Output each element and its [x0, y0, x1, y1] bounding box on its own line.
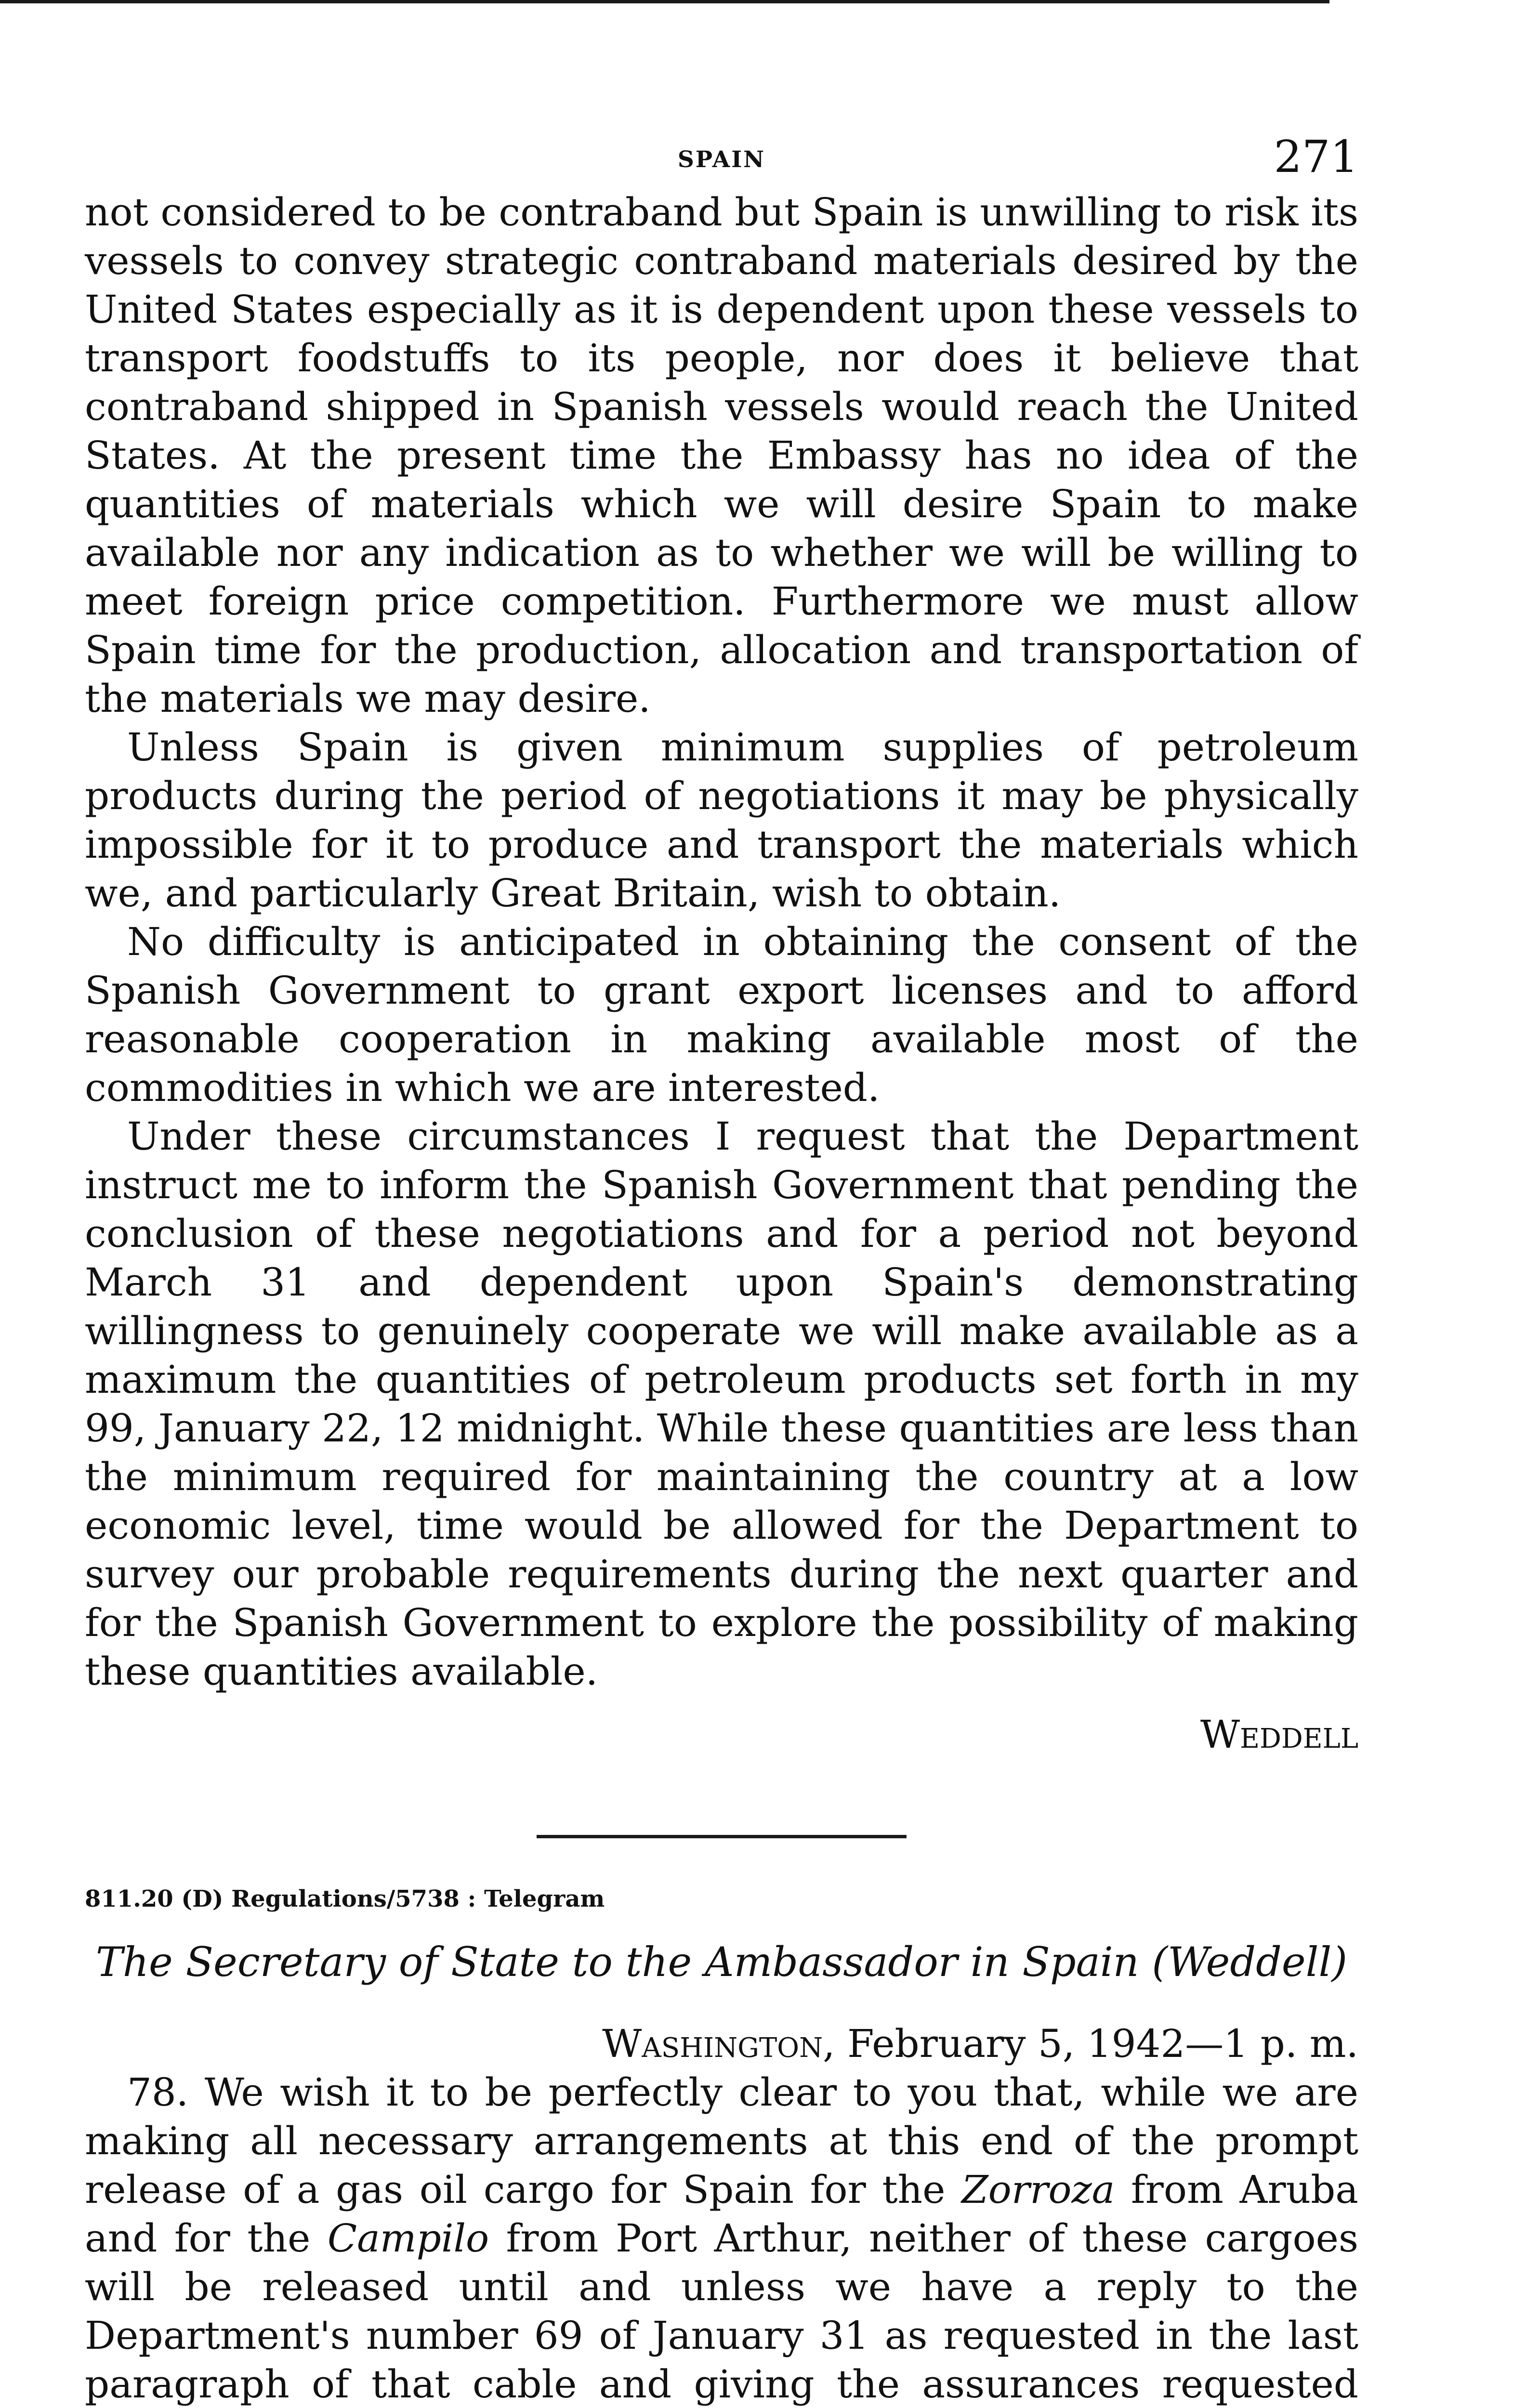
- document-title: The Secretary of State to the Ambassador in Spain (Weddell): [95, 1938, 1348, 1986]
- running-head: [85, 130, 1358, 188]
- file-reference: 811.20 (D) Regulations/5738 : Telegram: [85, 1885, 605, 1912]
- page: [85, 130, 1358, 2408]
- ship-name: Campilo: [327, 2216, 489, 2261]
- ship-name: Zorroza: [961, 2167, 1115, 2212]
- body-text: from Port Arthur, neither of these cargoes will be released until and unless we have a reply to the Department's number 69 of January 31 as requested in the last paragraph of that cable and giving the assurances requested: [85, 2216, 1359, 2407]
- signature-weddell: Weddell: [1200, 1712, 1358, 1757]
- paragraph: Unless Spain is given minimum supplies of petroleum products during the period of negotiations it may be physically impossible for it to produce and transport the materials which we, and particularly Great Britain, wish to obtain.: [85, 725, 1358, 916]
- paragraph: not considered to be contraband but Spain is unwilling to risk its vessels to convey strategic contraband materials desired by the United States especially as it is dependent upon these vessels to transport foodstuffs to its people, nor does it believe that contraband shipped in Spanish vessels would reach the United States. At the present time the Embassy has no idea of the quantities of materials which we will desire Spain to make available nor any indication as to whether we will be willing to meet foreign price competition. Furthermore we must allow Spain time for the production, allocation and transportation of the materials we may desire.: [85, 190, 1358, 721]
- dateline-place: Washington: [602, 2021, 823, 2066]
- running-title: SPAIN: [677, 146, 766, 173]
- paragraph: [85, 2068, 1358, 2408]
- paragraph: No difficulty is anticipated in obtaining the consent of the Spanish Government to grant export licenses and to afford reasonable cooperation in making available most of the commodities in which we are interested.: [85, 919, 1358, 1110]
- body-text: 78. We wish it to be perfectly clear to you that, while we are making all necessary arrangements at this end of the prompt release of a gas oil cargo for Spain for the: [85, 2070, 1358, 2212]
- body-text: from Aruba and for the: [85, 2167, 1358, 2261]
- telegram-weddell-continuation: [85, 188, 1358, 1696]
- page-number: 271: [1274, 131, 1358, 183]
- telegram-hull-body: [85, 2068, 1358, 2408]
- paragraph: Under these circumstances I request that the Department instruct me to inform the Spanish Government that pending the conclusion of these negotiations and for a period not beyond March 31 and dependent upon Spain's demonstrating willingness to genuinely cooperate we will make available as a maximum the quantities of petroleum products set forth in my 99, January 22, 12 midnight. While these quantities are less than the minimum required for maintaining the country at a low economic level, time would be allowed for the Department to survey our probable requirements during the next quarter and for the Spanish Government to explore the possibility of making these quantities available.: [85, 1114, 1358, 1694]
- top-edge-rule: [0, 0, 1329, 3]
- dateline: [85, 2019, 1358, 2068]
- dateline-date: , February 5, 1942—1 p. m.: [823, 2021, 1358, 2066]
- section-divider: [537, 1835, 907, 1838]
